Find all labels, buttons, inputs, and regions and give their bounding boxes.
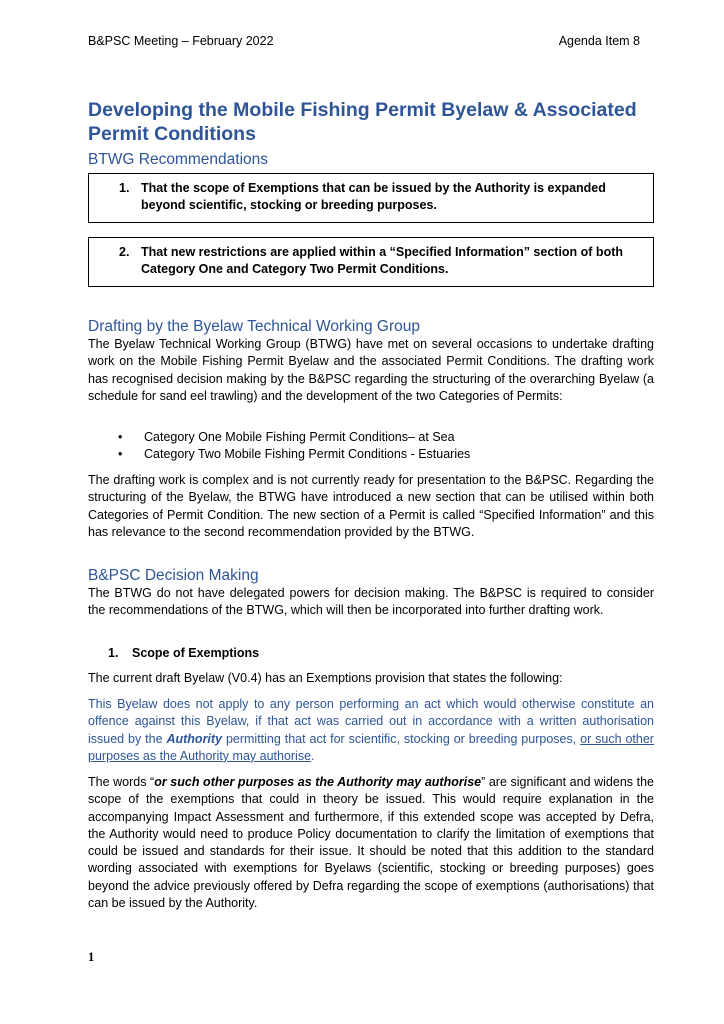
bullet: • [118, 447, 123, 462]
recommendation-box-1 [88, 173, 654, 223]
list-item-text: Category Two Mobile Fishing Permit Conditions - Estuaries [144, 447, 471, 462]
scope-heading [108, 645, 408, 662]
heading-drafting: Drafting by the Byelaw Technical Working Group [88, 318, 420, 335]
recommendation-text: That new restrictions are applied within a “Specified Information” section of both Category One and Category Two Permit Conditions. [141, 245, 624, 276]
bullet: • [118, 430, 123, 444]
list-item [118, 446, 638, 463]
words-pre: The words “ [88, 775, 155, 789]
quote-end: . [311, 748, 315, 763]
recommendation-number: 2. [119, 245, 130, 259]
heading-btwg-recommendations: BTWG Recommendations [88, 151, 269, 168]
words-emphasis: or such other purposes as the Authority may authorise [154, 775, 482, 789]
quote-underlined: or such other purposes as the Authority may authorise [88, 731, 654, 763]
list-item [118, 429, 638, 446]
decision-paragraph: The BTWG do not have delegated powers for decision making. The B&PSC is required to consider the recommendations of the BTWG, which will then be incorporated into further drafting work. [88, 586, 654, 618]
recommendation-number: 1. [119, 181, 130, 195]
drafting-paragraph-1: The Byelaw Technical Working Group (BTWG) have met on several occasions to undertake drafting work on the Mobile Fishing Permit Byelaw and the associated Permit Conditions. The drafting work has recognised decision making by the B&PSC regarding the structuring of the overarching Byelaw (a schedule for sand eel trawling) and the development of the two Categories of Permits: [88, 337, 654, 403]
quote-authority: Authority [166, 731, 223, 746]
page-header [88, 34, 640, 48]
permit-category-list [118, 429, 638, 464]
exemptions-quote [88, 696, 654, 765]
recommendation-box-2 [88, 237, 654, 287]
drafting-paragraph-2: The drafting work is complex and is not currently ready for presentation to the B&PSC. Regarding the structuring of the Byelaw, the BTWG have introduced a new section that can be utilised within both Categories of Permit Condition. The new section of a Permit is called “Specified Information” and this has relevance to the second recommendation provided by the BTWG. [88, 473, 654, 539]
document-title: Developing the Mobile Fishing Permit Byelaw & Associated Permit Conditions [88, 99, 637, 145]
words-paragraph [88, 774, 654, 912]
header-agenda-item: Agenda Item 8 [558, 34, 640, 48]
quote-text: This Byelaw does not apply to any person performing an act which would otherwise constitute an offence against this Byelaw, if that act was carried out in accordance with a written authorisation issued by the [88, 697, 654, 746]
scope-paragraph: The current draft Byelaw (V0.4) has an Exemptions provision that states the following: [88, 671, 563, 685]
header-meeting: B&PSC Meeting – February 2022 [88, 34, 274, 48]
quote-text-2: permitting that act for scientific, stocking or breeding purposes, [222, 731, 581, 746]
heading-decision-making: B&PSC Decision Making [88, 567, 259, 584]
recommendation-text: That the scope of Exemptions that can be issued by the Authority is expanded beyond scientific, stocking or breeding purposes. [141, 181, 606, 212]
scope-title: Scope of Exemptions [132, 646, 260, 660]
words-post: ” are significant and widens the scope of the exemptions that could in theory be issued. This would require explanation in the accompanying Impact Assessment and furthermore, if this extended scope was accepted by Defra, the Authority would need to produce Policy documentation to clarify the limitation of exemptions that could be issued and standards for their issue. It should be noted that this addition to the standard wording associated with exemptions for Byelaws (scientific, stocking or breeding purposes) goes beyond the advice previously offered by Defra regarding the scope of exemptions (authorisations) that can be issued by the Authority. [88, 775, 654, 911]
scope-number: 1. [108, 646, 119, 660]
page-number: 1 [88, 950, 95, 964]
list-item-text: Category One Mobile Fishing Permit Conditions– at Sea [144, 430, 455, 444]
